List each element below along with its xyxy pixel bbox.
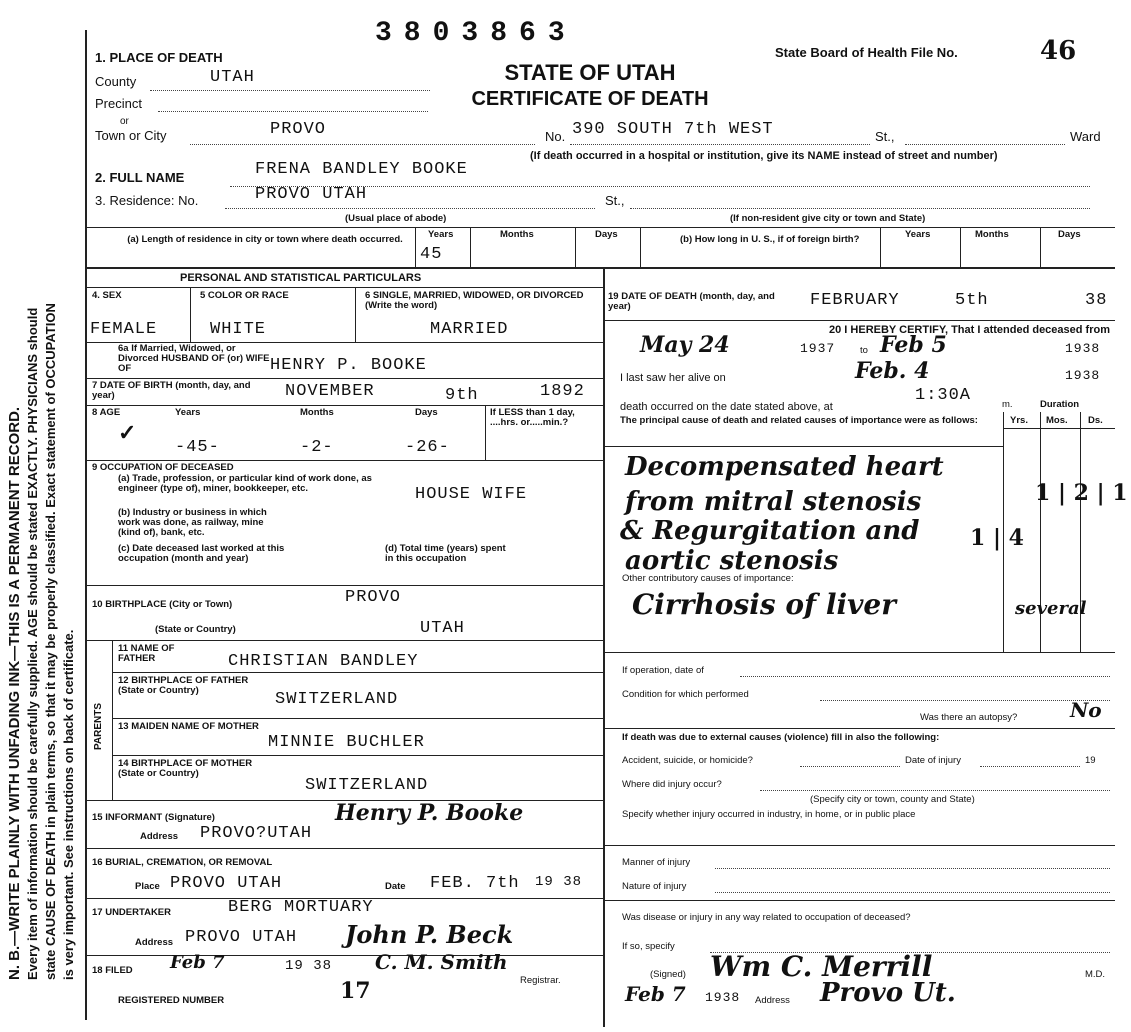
res-col-3: [575, 227, 576, 267]
town-label: Town or City: [95, 128, 167, 143]
birthplace-state-label: (State or Country): [155, 624, 236, 635]
file-number-top: 3803863: [375, 18, 577, 49]
injury-date-label: Date of injury: [905, 755, 961, 766]
occupation-d: (d) Total time (years) spent in this occupation: [385, 543, 506, 564]
mos-label: Mos.: [1046, 415, 1068, 426]
cause-line-2: from mitral stenosis: [625, 487, 922, 517]
residence-label: 3. Residence: No.: [95, 193, 199, 208]
informant-label: 15 INFORMANT (Signature): [92, 812, 215, 823]
place-heading: 1. PLACE OF DEATH: [95, 50, 223, 65]
precinct-label: Precinct: [95, 96, 142, 111]
dob-year: 1892: [540, 382, 585, 401]
occupation-a: (a) Trade, profession, or particular kind of work done, as engineer (type of), miner, bookkeeper, etc.: [118, 473, 372, 494]
color-value: WHITE: [210, 320, 267, 339]
ds-label: Ds.: [1088, 415, 1103, 426]
parents-label: PARENTS: [93, 702, 104, 750]
registrar-label: Registrar.: [520, 975, 561, 986]
nature-line: [715, 892, 1110, 893]
less-label: If LESS than 1 day, ....hrs. or.....min.?: [490, 407, 575, 428]
occupation-row-bottom: [85, 585, 603, 586]
personal-heading-line: [85, 287, 603, 288]
reg-number-label: REGISTERED NUMBER: [118, 995, 225, 1006]
undertaker-value: BERG MORTUARY: [228, 898, 374, 917]
marital-label: 6 SINGLE, MARRIED, WIDOWED, OR DIVORCED (Write the word): [365, 290, 584, 311]
informant-address-label: Address: [140, 831, 179, 842]
specify-label: Specify whether injury occurred in industry, in home, or in public place: [622, 809, 916, 820]
reg-number: 17: [340, 978, 371, 1004]
abode-note: (Usual place of abode): [345, 213, 447, 224]
sex-label: 4. SEX: [92, 290, 122, 301]
county-label: County: [95, 74, 137, 89]
age-col: [485, 405, 486, 460]
res-col-1: [415, 227, 416, 267]
attended-to-year: 1938: [1065, 341, 1101, 356]
spouse-row-bottom: [85, 378, 603, 379]
specify-row-bottom: [603, 845, 1115, 846]
condition-line: [820, 700, 1110, 701]
contrib-label: Other contributory causes of importance:: [622, 573, 794, 584]
registrar-signature: C. M. Smith: [375, 950, 508, 974]
mother-label: 13 MAIDEN NAME OF MOTHER: [118, 721, 259, 732]
duration-2: 1 | 4: [970, 525, 1024, 551]
physician-address-label: Address: [755, 995, 790, 1006]
mother-row-bottom: [112, 755, 603, 756]
operation-label: If operation, date of: [622, 665, 704, 676]
us-col-3: [1040, 227, 1041, 267]
county-value: UTAH: [210, 68, 255, 87]
father-label: 11 NAME OF FATHER: [118, 643, 175, 664]
signed-date: Feb 7: [625, 982, 686, 1006]
burial-label: 16 BURIAL, CREMATION, OR REMOVAL: [92, 857, 273, 868]
filed-label: 18 FILED: [92, 965, 133, 976]
occupation-c: (c) Date deceased last worked at this occupation (month and year): [118, 543, 285, 564]
street-value: 390 SOUTH 7th WEST: [572, 120, 774, 139]
mother-bp-label: 14 BIRTHPLACE OF MOTHER (State or Country): [118, 758, 253, 779]
cause-label: The principal cause of death and related causes of importance were as follows:: [620, 415, 978, 426]
undertaker-address: PROVO UTAH: [185, 928, 298, 947]
res-col-2: [470, 227, 471, 267]
personal-heading: PERSONAL AND STATISTICAL PARTICULARS: [180, 272, 422, 284]
or-label: or: [120, 116, 129, 127]
where-note: (Specify city or town, county and State): [810, 794, 975, 805]
occupation-b: (b) Industry or business in which work was done, as railway, mine (kind of), bank, etc.: [118, 507, 267, 538]
accident-line: [800, 766, 900, 767]
dob-label: 7 DATE OF BIRTH (month, day, and year): [92, 380, 251, 401]
occupation-value: HOUSE WIFE: [415, 485, 528, 504]
father-value: CHRISTIAN BANDLEY: [228, 652, 419, 671]
autopsy-value: No: [1070, 698, 1102, 722]
age-months-value: -2-: [300, 438, 334, 457]
cause-line-1: Decompensated heart: [625, 452, 944, 482]
res-col-4: [640, 227, 641, 267]
physician-signature: Wm C. Merrill: [710, 950, 933, 983]
birthplace-city: PROVO: [345, 588, 402, 607]
age-days-label: Days: [415, 407, 438, 418]
condition-label: Condition for which performed: [622, 689, 749, 700]
spouse-label: 6a If Married, Widowed, or Divorced HUSBAND OF (or) WIFE OF: [118, 343, 270, 374]
burial-date-label: Date: [385, 881, 406, 892]
age-label: 8 AGE: [92, 407, 121, 418]
town-line: [190, 144, 535, 145]
certificate-title: CERTIFICATE OF DEATH: [471, 88, 709, 110]
dod-row-bottom: [603, 320, 1115, 321]
full-name-value: FRENA BANDLEY BOOKE: [255, 160, 468, 179]
age-days-value: -26-: [405, 438, 450, 457]
accident-label: Accident, suicide, or homicide?: [622, 755, 753, 766]
parents-col: [112, 640, 113, 800]
dod-day: 5th: [955, 291, 989, 310]
occupation-label: 9 OCCUPATION OF DECEASED: [92, 462, 234, 473]
us-label: (b) How long in U. S., if of foreign birth?: [680, 234, 860, 245]
us-years-label: Years: [905, 229, 931, 240]
father-bp-value: SWITZERLAND: [275, 690, 399, 709]
res-months-label: Months: [500, 229, 534, 240]
dod-month: FEBRUARY: [810, 291, 900, 310]
board-file-number: 46: [1040, 36, 1077, 66]
injury-year: 19: [1085, 755, 1096, 766]
time-m-label: m.: [1002, 399, 1013, 410]
nonresident-note: (If non-resident give city or town and State): [730, 213, 926, 224]
res-years-value: 45: [420, 245, 443, 264]
attended-from: May 24: [640, 332, 730, 358]
spouse-value: HENRY P. BOOKE: [270, 356, 427, 375]
autopsy-row-bottom: [603, 728, 1115, 729]
burial-place-label: Place: [135, 881, 160, 892]
where-line: [760, 790, 1110, 791]
nature-row-bottom: [603, 900, 1115, 901]
dod-year: 38: [1085, 291, 1108, 310]
us-col-1: [880, 227, 881, 267]
last-saw-label: I last saw her alive on: [620, 372, 726, 384]
color-col: [355, 287, 356, 342]
marital-value: MARRIED: [430, 320, 509, 339]
age-years-label: Years: [175, 407, 201, 418]
residence-value: PROVO UTAH: [255, 185, 368, 204]
burial-date: FEB. 7th: [430, 874, 520, 893]
color-label: 5 COLOR OR RACE: [200, 290, 289, 301]
state-title: STATE OF UTAH: [504, 60, 676, 85]
attended-to: Feb 5: [880, 332, 947, 358]
main-table-top: [85, 267, 1115, 269]
age-years-value: -45-: [175, 438, 220, 457]
duration-label: Duration: [1040, 399, 1080, 410]
burial-year: 19 38: [535, 874, 583, 890]
street-st-label: St.,: [875, 129, 895, 144]
operation-line: [740, 676, 1110, 677]
sex-col: [190, 287, 191, 342]
contrib-duration: several: [1015, 598, 1087, 619]
attended-to-label: to: [860, 345, 868, 356]
dod-label: 19 DATE OF DEATH (month, day, and year): [608, 291, 775, 312]
us-col-2: [960, 227, 961, 267]
cause-line-3: & Regurgitation and: [620, 516, 920, 546]
yrs-label: Yrs.: [1010, 415, 1028, 426]
father-bp-row-bottom: [112, 718, 603, 719]
res-days-label: Days: [595, 229, 618, 240]
main-divider: [603, 267, 605, 1027]
nature-label: Nature of injury: [622, 881, 687, 892]
manner-label: Manner of injury: [622, 857, 691, 868]
age-months-label: Months: [300, 407, 334, 418]
street-line: [570, 144, 870, 145]
autopsy-label: Was there an autopsy?: [920, 712, 1018, 723]
dob-row-bottom: [85, 405, 603, 406]
birthplace-state: UTAH: [420, 619, 465, 638]
duration-1: 1 | 2 | 1: [1035, 480, 1128, 506]
age-check: ✓: [118, 420, 137, 446]
injury-date-line: [980, 766, 1080, 767]
where-label: Where did injury occur?: [622, 779, 722, 790]
signed-year: 1938: [705, 990, 741, 1005]
last-saw-year: 1938: [1065, 368, 1101, 383]
us-months-label: Months: [975, 229, 1009, 240]
undertaker-address-label: Address: [135, 937, 174, 948]
time-label: death occurred on the date stated above, at: [620, 401, 833, 413]
attended-from-year: 1937: [800, 341, 836, 356]
physician-address: Provo Ut.: [820, 978, 956, 1008]
age-row-bottom: [85, 460, 603, 461]
mother-value: MINNIE BUCHLER: [268, 733, 425, 752]
length-label: (a) Length of residence in city or town where death occurred.: [127, 234, 403, 245]
contrib-value: Cirrhosis of liver: [632, 588, 896, 621]
precinct-line: [158, 111, 428, 112]
undertaker-label: 17 UNDERTAKER: [92, 907, 172, 918]
filed-year: 19 38: [285, 958, 333, 974]
md-label: M.D.: [1085, 969, 1106, 980]
county-line: [150, 90, 430, 91]
residence-st-line: [630, 208, 1090, 209]
if-so-label: If so, specify: [622, 941, 675, 952]
manner-line: [715, 868, 1110, 869]
us-days-label: Days: [1058, 229, 1081, 240]
residence-st-label: St.,: [605, 193, 625, 208]
town-value: PROVO: [270, 120, 327, 139]
father-row-bottom: [112, 672, 603, 673]
cause-line-4: aortic stenosis: [625, 546, 839, 576]
duration-header-bottom: [1003, 428, 1115, 429]
birthplace-label: 10 BIRTHPLACE (City or Town): [92, 599, 233, 610]
dob-month: NOVEMBER: [285, 382, 375, 401]
side-note-2: Every item of information should be carefully supplied. AGE should be stated EXACTLY. PHYSICIANS should: [25, 307, 40, 980]
form-left-border: [85, 30, 87, 1020]
sex-value: FEMALE: [90, 320, 158, 339]
undertaker-row-bottom: [85, 955, 603, 956]
res-years-label: Years: [428, 229, 454, 240]
side-note-1: N. B.—WRITE PLAINLY WITH UNFADING INK—THIS IS A PERMANENT RECORD.: [6, 406, 23, 980]
ward-label: Ward: [1070, 129, 1101, 144]
informant-row-bottom: [85, 848, 603, 849]
residence-line: [225, 208, 595, 209]
mother-bp-value: SWITZERLAND: [305, 776, 429, 795]
hospital-note: (If death occurred in a hospital or institution, give its NAME instead of street and number): [530, 150, 998, 162]
time-value: 1:30A: [915, 386, 972, 405]
certify-label: 20 I HEREBY CERTIFY, That I attended deceased from: [829, 324, 1110, 336]
burial-place: PROVO UTAH: [170, 874, 283, 893]
occupation-question: Was disease or injury in any way related to occupation of deceased?: [622, 912, 911, 923]
ward-line: [905, 144, 1065, 145]
cause-header-bottom: [603, 446, 1003, 447]
informant-address: PROVO?UTAH: [200, 824, 313, 843]
side-note-3: state CAUSE OF DEATH in plain terms, so that it may be properly classified. Exact statement of OCCUPATION: [43, 303, 58, 980]
full-name-label: 2. FULL NAME: [95, 170, 185, 185]
undertaker-signature: John P. Beck: [345, 920, 514, 949]
signed-label: (Signed): [650, 969, 686, 980]
external-label: If death was due to external causes (violence) fill in also the following:: [622, 732, 940, 743]
father-bp-label: 12 BIRTHPLACE OF FATHER (State or Country): [118, 675, 249, 696]
side-note-4: is very important. See instructions on back of certificate.: [61, 629, 76, 980]
dob-day: 9th: [445, 386, 479, 405]
board-file-label: State Board of Health File No.: [775, 45, 958, 60]
street-no-label: No.: [545, 129, 566, 144]
filed-date: Feb 7: [170, 952, 225, 973]
birthplace-row-bottom: [85, 640, 603, 641]
last-saw-date: Feb. 4: [855, 358, 930, 384]
cause-block-bottom: [603, 652, 1115, 653]
informant-signature: Henry P. Booke: [335, 800, 524, 826]
